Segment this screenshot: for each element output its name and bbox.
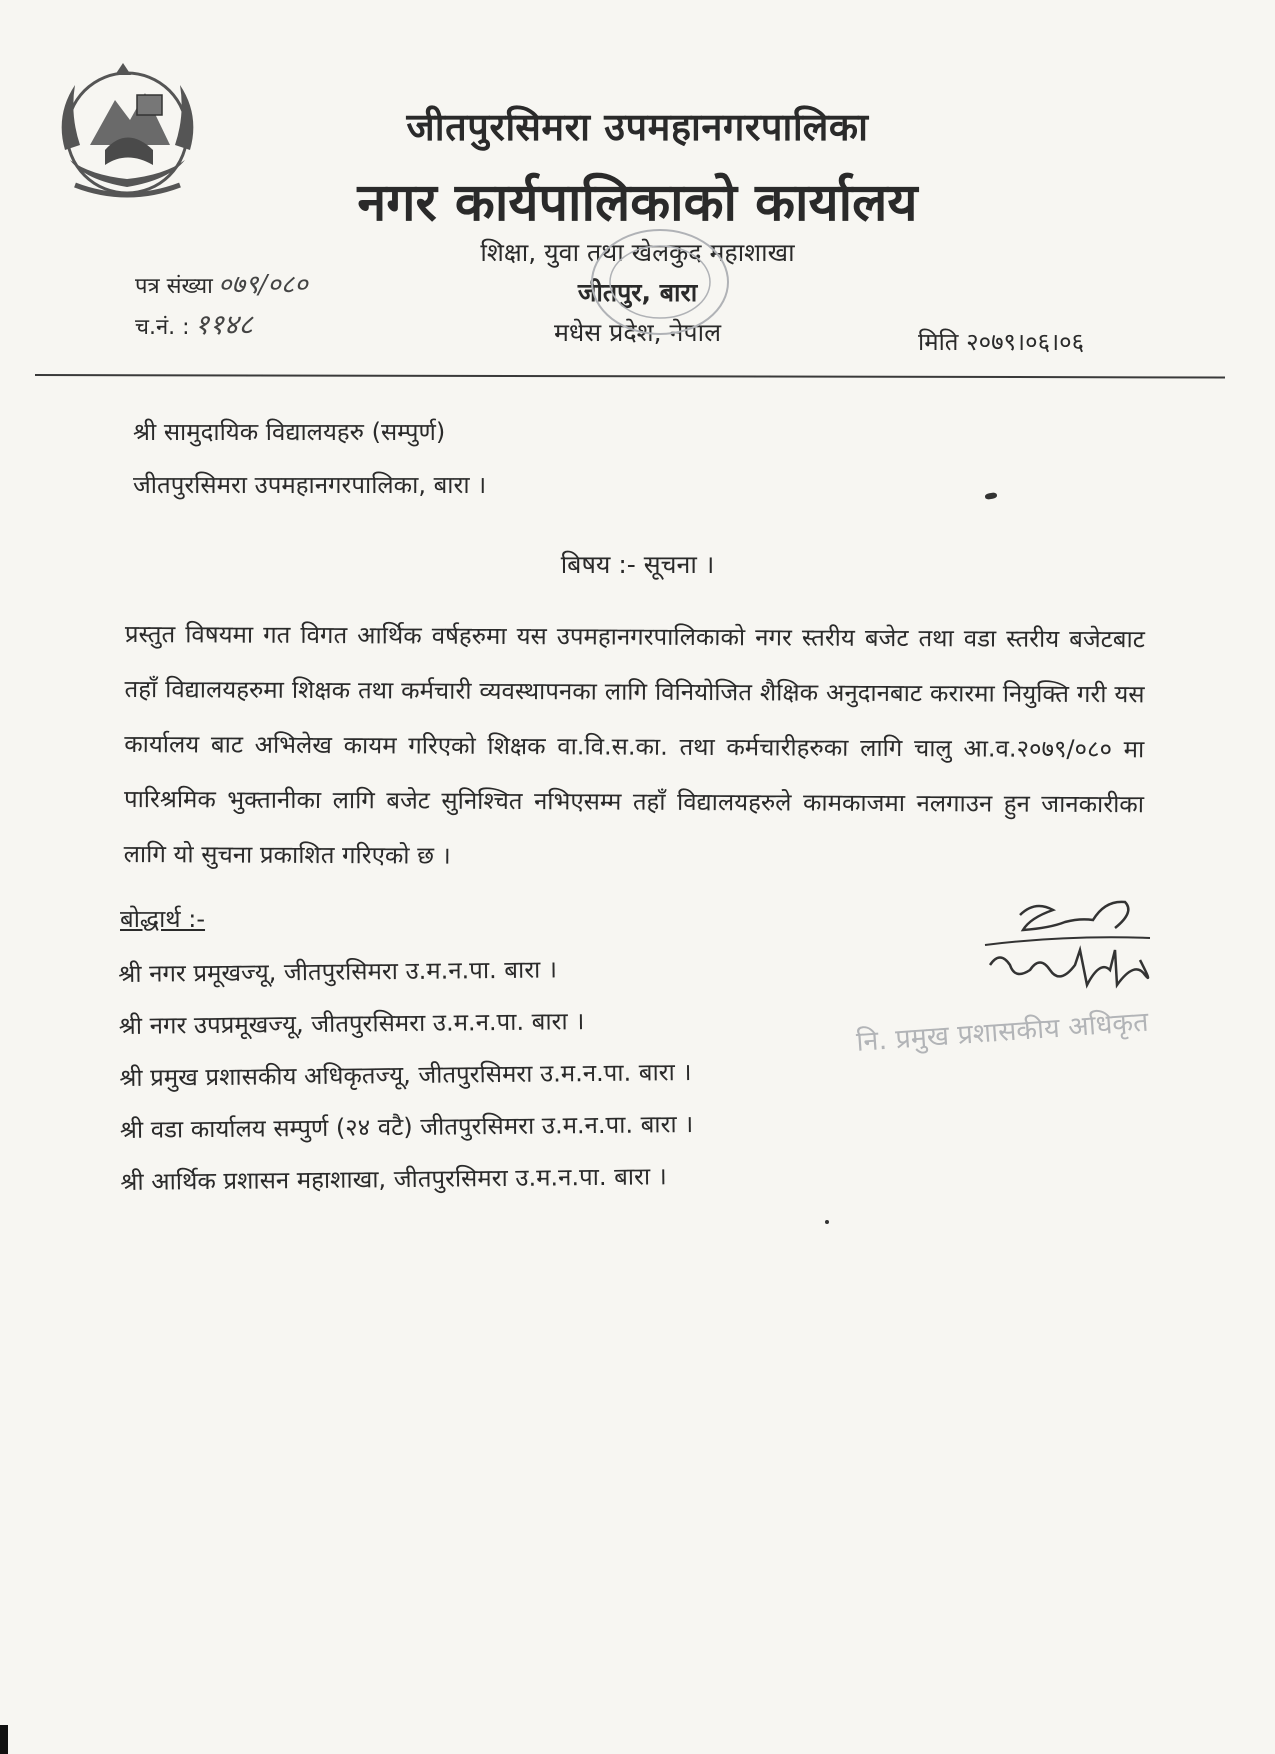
list-item: श्री वडा कार्यालय सम्पुर्ण (२४ वटै) जीतपुरसिमरा उ.म.न.पा. बारा ।	[119, 1109, 694, 1144]
subject-line: बिषय :- सूचना ।	[560, 550, 715, 579]
province-name: मधेस प्रदेश, नेपाल	[553, 318, 722, 347]
official-stamp: नि. प्रमुख प्रशासकीय अधिकृत	[855, 1006, 1150, 1058]
header-divider	[35, 374, 1225, 378]
list-item: श्री आर्थिक प्रशासन महाशाखा, जीतपुरसिमरा उ.म.न.पा. बारा ।	[120, 1162, 667, 1196]
municipality-name: जीतपुरसिमरा उपमहानगरपालिका	[406, 105, 869, 149]
office-location: जीतपुर, बारा	[577, 278, 698, 307]
list-item: श्री नगर उपप्रमूखज्यू, जीतपुरसिमरा उ.म.न.पा. बारा ।	[118, 1007, 585, 1040]
office-seal-icon	[585, 222, 735, 342]
notice-body: प्रस्तुत विषयमा गत विगत आर्थिक वर्षहरुमा यस उपमहानगरपालिकाको नगर स्तरीय बजेट तथा वडा स्तरीय बजेटबाट तहाँ विद्यालयहरुमा शिक्षक तथा कर्मचारी व्यवस्थापनका लागि विनियोजित शैक्षिक अनुदानबाट करारमा नियुक्ति गरी यस कार्यालय बाट अभिलेख कायम गरिएको शिक्षक वा.वि.स.का. तथा कर्मचारीहरुका लागि चालु आ.व.२०७९/०८० मा पारिश्रमिक भुक्तानीका लागि बजेट सुनिश्चित नभिएसम्म तहाँ विद्यालयहरुले कामकाजमा नलगाउन हुन जानकारीका लागि यो सुचना प्रकाशित गरिएको छ ।	[123, 619, 1145, 870]
ink-mark	[985, 492, 998, 500]
addressee-line2: जीतपुरसिमरा उपमहानगरपालिका, बारा ।	[133, 471, 487, 499]
signature-icon	[975, 890, 1175, 995]
addressee-line1: श्री सामुदायिक विद्यालयहरु (सम्पुर्ण)	[133, 418, 446, 446]
scan-edge	[0, 1725, 8, 1754]
office-name: नगर कार्यपालिकाको कार्यालय	[357, 173, 918, 233]
list-item: श्री नगर प्रमूखज्यू, जीतपुरसिमरा उ.म.न.पा. बारा ।	[118, 955, 558, 988]
cc-heading: बोद्धार्थ :-	[120, 905, 206, 933]
cc-list	[118, 942, 694, 1208]
letter-date: मिति २०७९।०६।०६	[918, 328, 1085, 356]
branch-name: शिक्षा, युवा तथा खेलकुद महाशाखा	[480, 238, 795, 267]
ink-dot	[825, 1220, 829, 1224]
letter-number: पत्र संख्या ०७९/०८०	[135, 270, 308, 300]
dispatch-number: च.नं. : ११४८	[135, 308, 253, 341]
list-item: श्री प्रमुख प्रशासकीय अधिकृतज्यू, जीतपुरसिमरा उ.म.न.पा. बारा ।	[119, 1058, 692, 1092]
